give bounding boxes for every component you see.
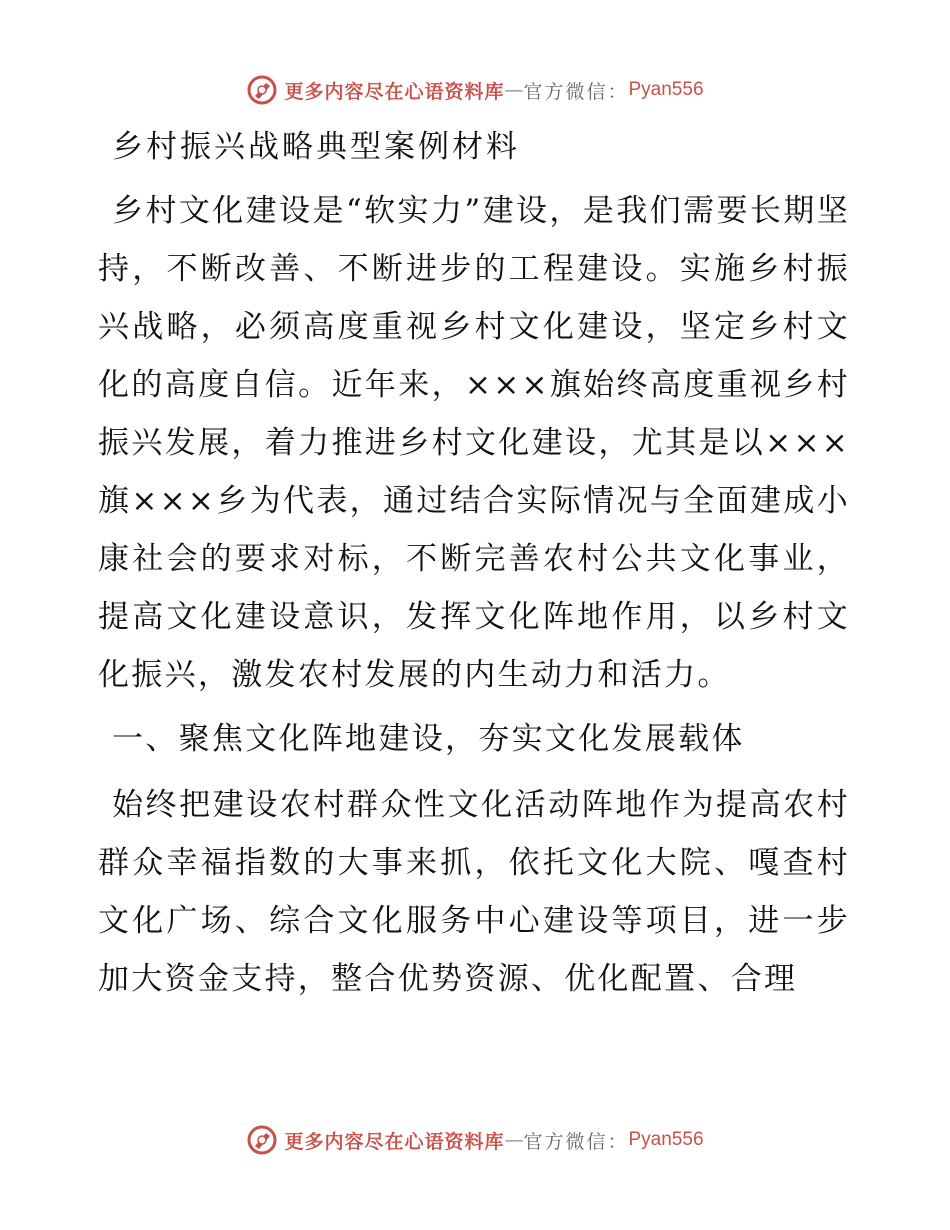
logo-icon	[246, 74, 278, 106]
wechat-id: Pyan556	[628, 1129, 704, 1150]
paragraph-section-1: 始终把建设农村群众性文化活动阵地作为提高农村群众幸福指数的大事来抓，依托文化大院、嘎查村文化广场、综合文化服务中心建设等项目，进一步加大资金支持，整合优势资源、优化配置、合理	[98, 787, 850, 997]
paragraph-intro: 乡村文化建设是“软实力”建设，是我们需要长期坚持，不断改善、不断进步的工程建设。实施乡村振兴战略，必须高度重视乡村文化建设，坚定乡村文化的高度自信。近年来，×××旗始终高度重视乡村振兴发展，着力推进乡村文化建设，尤其是以×××旗×××乡为代表，通过结合实际情况与全面建成小康社会的要求对标，不断完善农村公共文化事业，提高文化建设意识，发挥文化阵地作用，以乡村文化振兴，激发农村发展的内生动力和活力。	[98, 193, 850, 693]
banner-separator: —	[504, 1129, 524, 1151]
document-body	[98, 120, 850, 1016]
site-name: 更多内容尽在心语资料库	[284, 80, 505, 103]
header-watermark-banner	[0, 70, 950, 110]
wechat-id: Pyan556	[628, 79, 704, 100]
section-heading-1: 一、聚焦文化阵地建设，夯实文化发展载体	[112, 721, 745, 757]
wechat-label: 官方微信：	[523, 1130, 629, 1153]
logo-icon	[246, 1124, 278, 1156]
site-name: 更多内容尽在心语资料库	[284, 1130, 505, 1153]
wechat-label: 官方微信：	[523, 80, 629, 103]
document-title: 乡村振兴战略典型案例材料	[112, 129, 520, 165]
footer-watermark-banner	[0, 1120, 950, 1160]
banner-separator: —	[504, 79, 524, 101]
